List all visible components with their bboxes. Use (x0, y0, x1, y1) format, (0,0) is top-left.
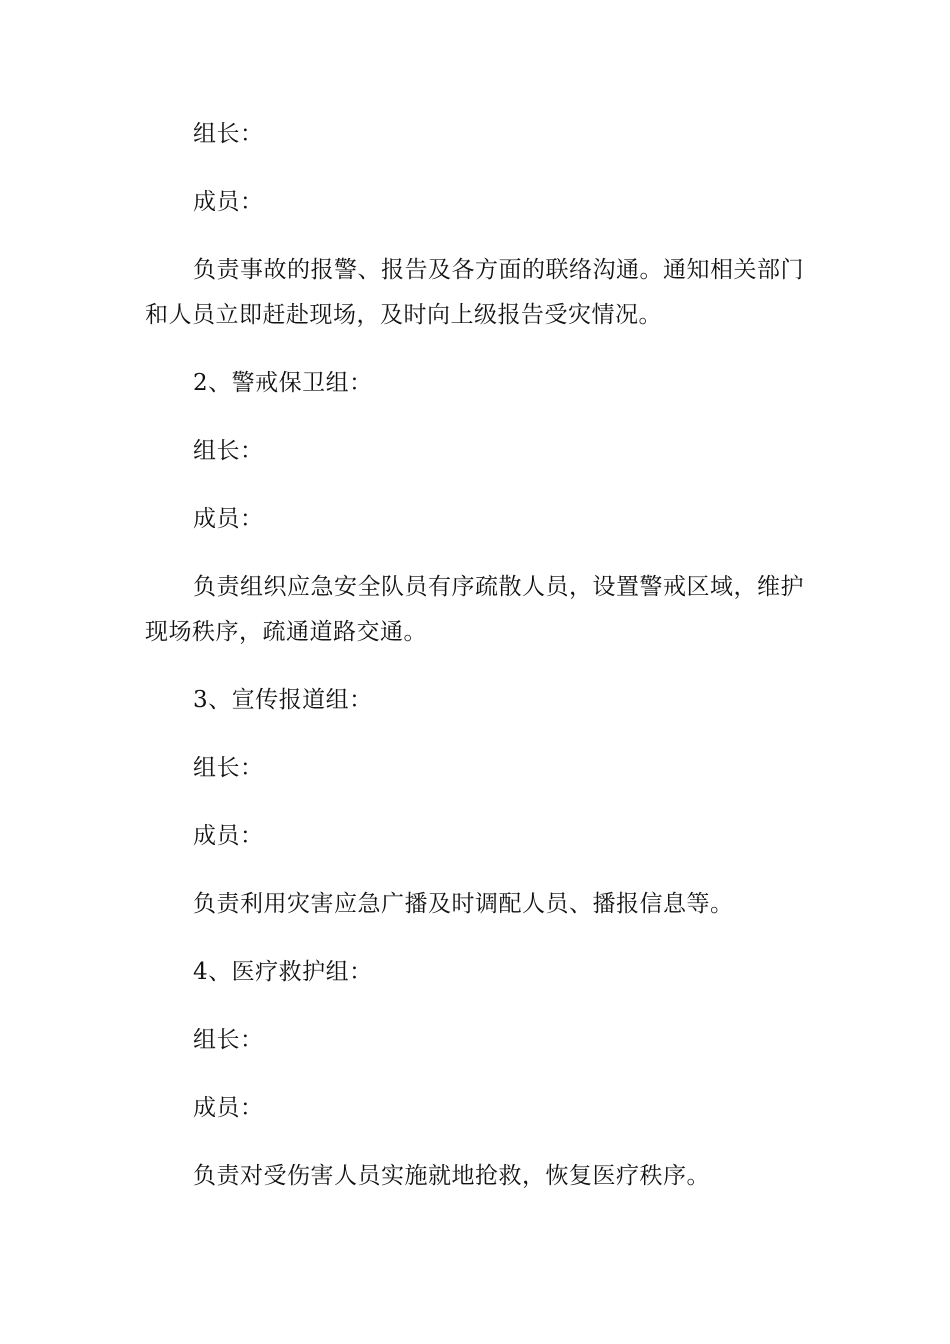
duty-paragraph-1: 负责事故的报警、报告及各方面的联络沟通。通知相关部门和人员立即赶赴现场，及时向上级报告受灾情况。 (145, 257, 804, 328)
duty-paragraph-4: 负责对受伤害人员实施就地抢救，恢复医疗秩序。 (193, 1163, 710, 1189)
member-label-4: 成员： (193, 1095, 264, 1121)
leader-label-3: 组长： (193, 755, 264, 781)
leader-label-1: 组长： (193, 121, 264, 147)
member-label-1: 成员： (193, 189, 264, 215)
member-label-3: 成员： (193, 823, 264, 849)
section-heading-4: 4、医疗救护组： (193, 959, 373, 985)
document-body (145, 112, 815, 1199)
duty-paragraph-3: 负责利用灾害应急广播及时调配人员、播报信息等。 (193, 891, 734, 917)
leader-label-2: 组长： (193, 438, 264, 464)
section-heading-3: 3、宣传报道组： (193, 687, 373, 713)
section-heading-2: 2、警戒保卫组： (193, 370, 373, 396)
duty-paragraph-2: 负责组织应急安全队员有序疏散人员，设置警戒区域，维护现场秩序，疏通道路交通。 (145, 574, 804, 645)
leader-label-4: 组长： (193, 1027, 264, 1053)
member-label-2: 成员： (193, 506, 264, 532)
